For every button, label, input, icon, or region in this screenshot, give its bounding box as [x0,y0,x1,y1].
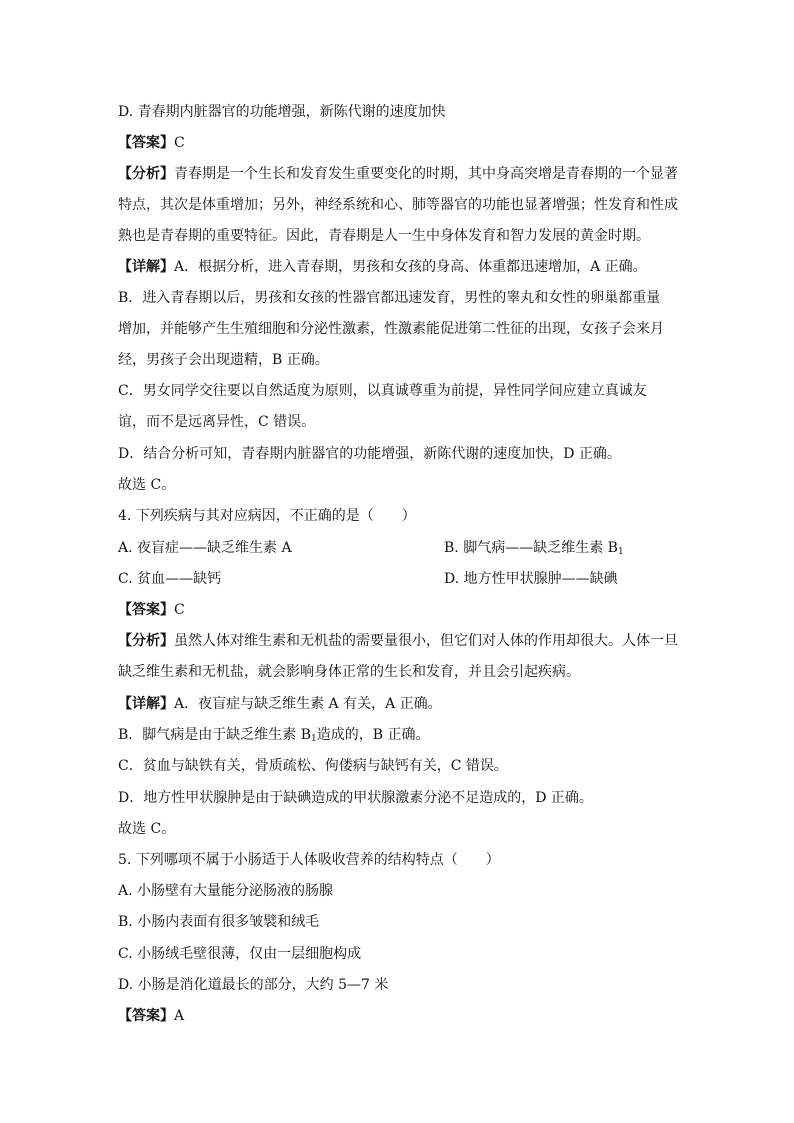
q5-option-c: C. 小肠绒毛壁很薄，仅由一层细胞构成 [118,946,362,962]
q4-option-d: D. 地方性甲状腺肿——缺碘 [444,571,618,587]
q3-analysis-line-1 [118,164,678,184]
q4-analysis-line-1 [118,631,678,651]
q4-options-row-2 [118,569,618,589]
answer-tag: 【答案】 [118,1008,174,1024]
q5-option-d: D. 小肠是消化道最长的部分，大约 5—7 米 [118,977,389,993]
q3-answer [118,133,185,153]
q4-detail-line-4: D．地方性甲状腺肿是由于缺碘造成的甲状腺激素分泌不足造成的，D 正确。 [118,790,593,806]
detail-b-subscript: 1 [311,734,317,744]
analysis-text: 虽然人体对维生素和无机盐的需要量很小，但它们对人体的作用却很大。人体一旦 [174,633,678,649]
answer-value: C [174,602,185,618]
q3-option-d: D. 青春期内脏器官的功能增强，新陈代谢的速度加快 [118,104,446,120]
analysis-text: 青春期是一个生长和发育发生重要变化的时期，其中身高突增是青春期的一个显著 [174,166,678,182]
q3-detail-line-4: 经，男孩子会出现遗精，B 正确。 [118,352,329,368]
answer-tag: 【答案】 [118,135,174,151]
q4-option-a: A. 夜盲症——缺乏维生素 A [118,540,292,556]
q3-detail-line-1 [118,257,647,277]
answer-tag: 【答案】 [118,602,174,618]
detail-b-pre: B．脚气病是由于缺乏维生素 B [118,727,312,743]
q4-conclusion: 故选 C。 [118,821,176,837]
q5-option-b: B. 小肠内表面有很多皱襞和绒毛 [118,914,320,930]
detail-b-post: 造成的，B 正确。 [316,727,430,743]
q4-stem: 4. 下列疾病与其对应病因，不正确的是（ ） [118,508,416,524]
q4-detail-line-1 [118,694,442,714]
q4-option-b-text: B. 脚气病——缺乏维生素 B [444,540,618,556]
q4-option-c: C. 贫血——缺钙 [118,571,222,587]
answer-value: A [174,1008,185,1024]
q4-answer [118,600,185,620]
detail-text: A．夜盲症与缺乏维生素 A 有关，A 正确。 [174,696,442,712]
q4-option-b [444,538,624,558]
q3-analysis-line-3: 熟也是青春期的重要特征。因此，青春期是人一生中身体发育和智力发展的黄金时期。 [118,228,650,244]
q5-option-a: A. 小肠壁有大量能分泌肠液的肠腺 [118,883,334,899]
q5-answer [118,1006,184,1026]
q3-detail-line-3: 增加，并能够产生生殖细胞和分泌性激素，性激素能促进第二性征的出现，女孩子会来月 [118,321,664,337]
q5-stem: 5. 下列哪项不属于小肠适于人体吸收营养的结构特点（ ） [118,852,500,868]
detail-tag: 【详解】 [118,259,174,275]
q3-detail-line-6: 谊，而不是远离异性，C 错误。 [118,414,316,430]
answer-value: C [174,135,185,151]
detail-tag: 【详解】 [118,696,174,712]
q3-detail-line-7: D．结合分析可知，青春期内脏器官的功能增强，新陈代谢的速度加快，D 正确。 [118,446,621,462]
q3-detail-line-2: B．进入青春期以后，男孩和女孩的性器官都迅速发育，男性的睾丸和女性的卵巢都重量 [118,290,661,306]
analysis-tag: 【分析】 [118,166,174,182]
analysis-tag: 【分析】 [118,633,174,649]
q4-detail-line-2 [118,725,430,745]
q4-option-b-subscript: 1 [617,547,624,557]
detail-text: A．根据分析，进入青春期，男孩和女孩的身高、体重都迅速增加，A 正确。 [174,259,647,275]
q3-detail-line-5: C．男女同学交往要以自然适度为原则，以真诚尊重为前提，异性同学间应建立真诚友 [118,383,647,399]
q3-analysis-line-2: 特点，其次是体重增加；另外，神经系统和心、肺等器官的功能也显著增强；性发育和性成 [118,197,678,213]
q3-conclusion: 故选 C。 [118,477,176,493]
q4-detail-line-3: C．贫血与缺铁有关，骨质疏松、佝偻病与缺钙有关，C 错误。 [118,758,508,774]
q4-options-row-1 [118,538,624,558]
q4-analysis-line-2: 缺乏维生素和无机盐，就会影响身体正常的生长和发育，并且会引起疾病。 [118,664,580,680]
